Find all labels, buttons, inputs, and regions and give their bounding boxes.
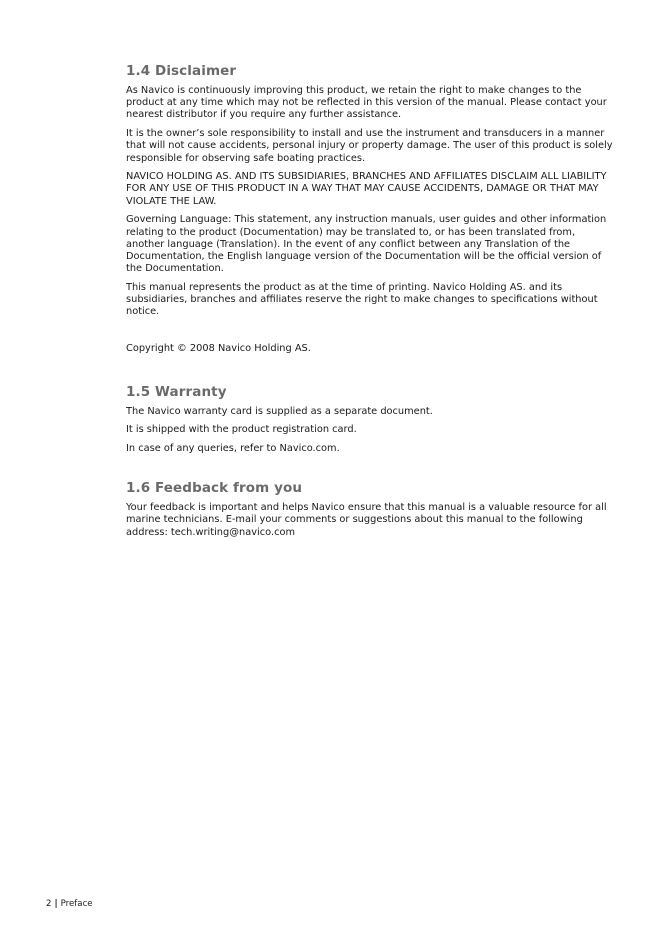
feedback-heading: 1.6 Feedback from you xyxy=(126,480,303,497)
warranty-paragraph: It is shipped with the product registration card. xyxy=(126,424,357,436)
page-number: 2 xyxy=(46,899,52,909)
copyright-notice: Copyright © 2008 Navico Holding AS. xyxy=(126,343,311,355)
page-content xyxy=(126,63,616,545)
disclaimer-paragraph: It is the owner’s sole responsibility to install and use the instrument and transducers in a manner that will not cause accidents, personal injury or property damage. The user of this product is solely responsible for observing safe boating practices. xyxy=(126,128,613,164)
footer-separator: | xyxy=(54,899,58,909)
section-disclaimer xyxy=(126,63,616,356)
disclaimer-paragraph: This manual represents the product as at the time of printing. Navico Holding AS. and its subsidiaries, branches and affiliates reserve the right to make changes to specifications without notice. xyxy=(126,281,598,318)
footer-section-label: Preface xyxy=(60,899,93,909)
disclaimer-paragraph: NAVICO HOLDING AS. AND ITS SUBSIDIARIES, BRANCHES AND AFFILIATES DISCLAIM ALL LIABILITY FOR ANY USE OF THIS PRODUCT IN A WAY THAT MAY CAUSE ACCIDENTS, DAMAGE OR THAT MAY VIOLATE THE LAW. xyxy=(126,171,607,207)
warranty-heading: 1.5 Warranty xyxy=(126,383,227,400)
warranty-paragraph: In case of any queries, refer to Navico.com. xyxy=(126,443,340,455)
disclaimer-paragraph: As Navico is continuously improving this product, we retain the right to make changes to the product at any time which may not be reflected in this version of the manual. Please contact your nearest distributor if you require any further assistance. xyxy=(126,85,607,121)
section-feedback xyxy=(126,480,616,539)
page-footer xyxy=(46,899,93,909)
disclaimer-heading: 1.4 Disclaimer xyxy=(126,63,237,79)
feedback-paragraph: Your feedback is important and helps Navico ensure that this manual is a valuable resource for all marine technicians. E-mail your comments or suggestions about this manual to the following address: tech.writing@navico.com xyxy=(126,502,607,538)
warranty-paragraph: The Navico warranty card is supplied as a separate document. xyxy=(126,405,433,417)
section-warranty xyxy=(126,384,616,456)
disclaimer-paragraph: Governing Language: This statement, any instruction manuals, user guides and other information relating to the product (Documentation) may be translated to, or has been translated from, another language (Translation). In the event of any conflict between any Translation of the Documentation, the English language version of the Documentation will be the official version of the Documentation. xyxy=(126,214,607,275)
